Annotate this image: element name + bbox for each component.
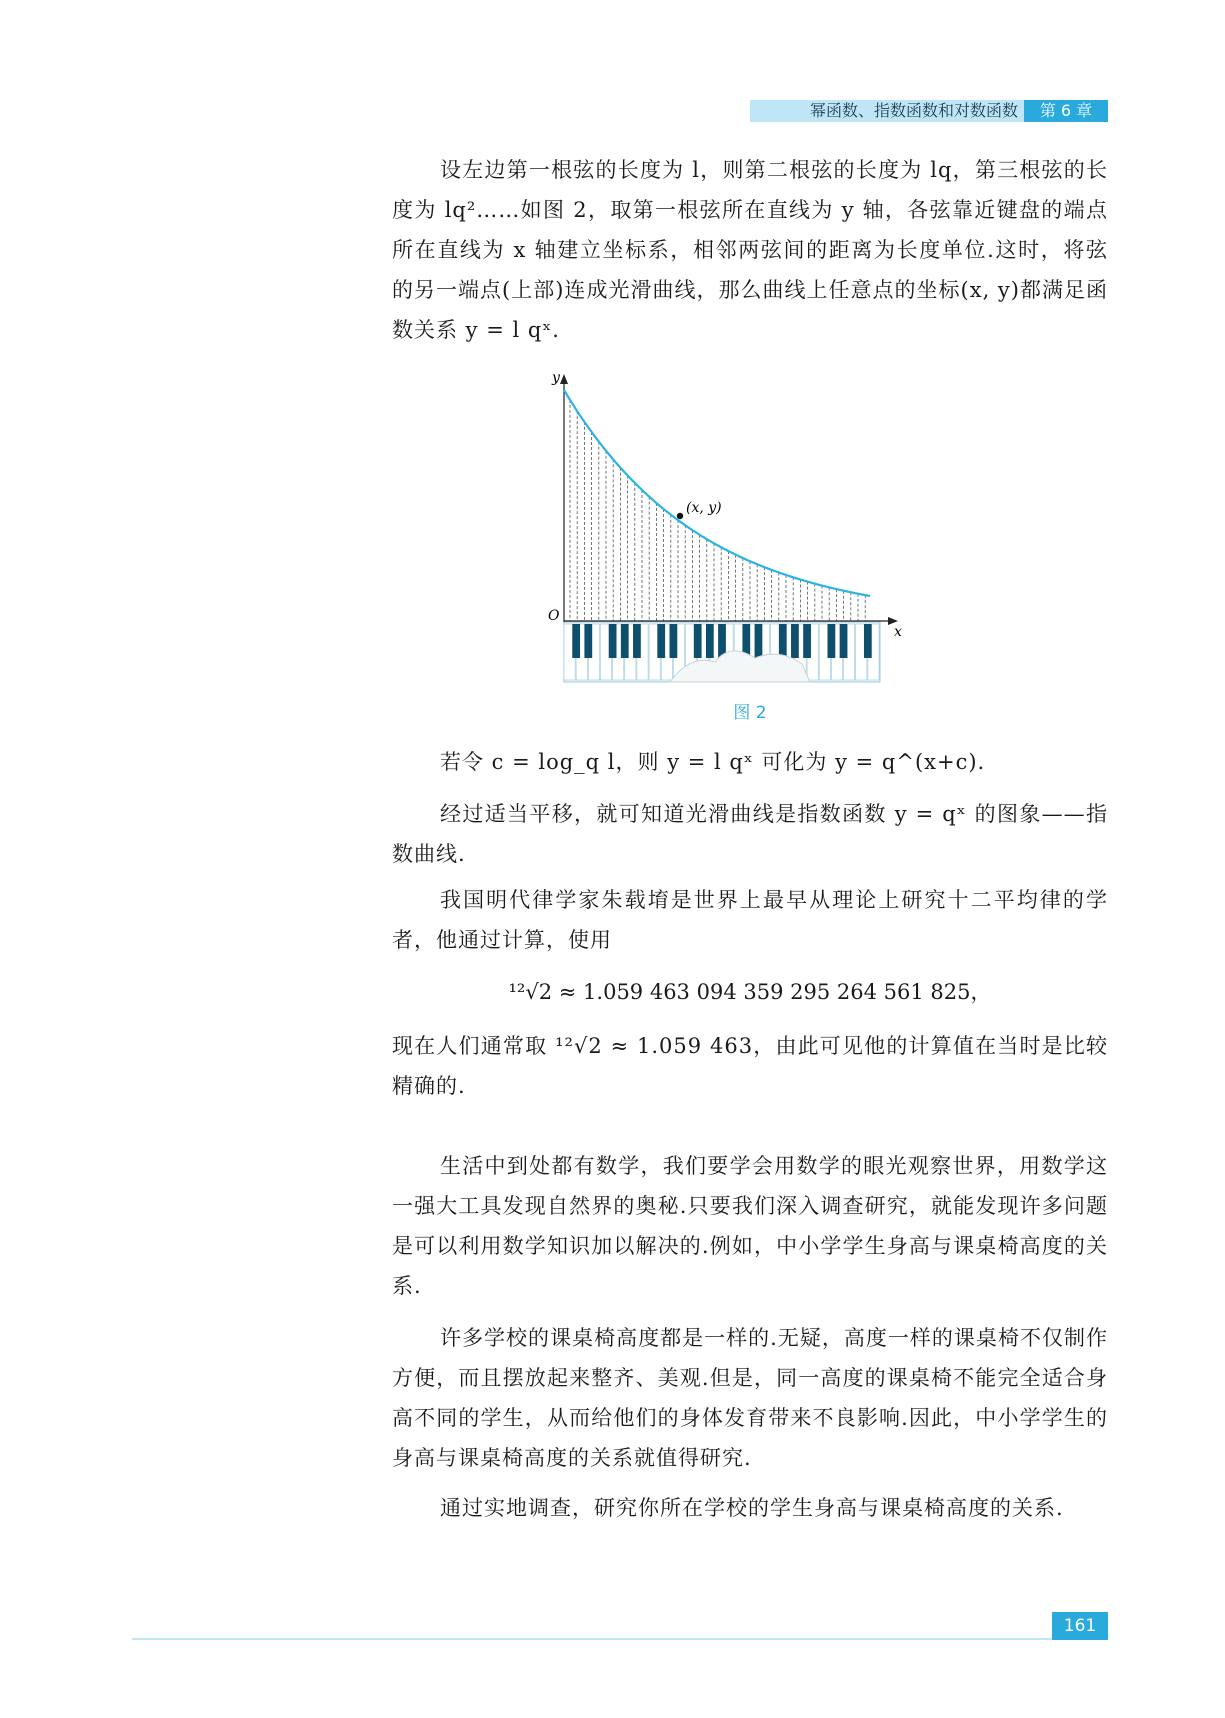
black-key	[621, 624, 629, 658]
figure-caption: 图 2	[733, 703, 767, 723]
black-key	[633, 624, 641, 658]
black-key	[657, 624, 665, 658]
black-key	[572, 624, 580, 658]
origin-label: O	[548, 608, 560, 624]
y-axis-label: y	[552, 372, 560, 386]
exponential-curve	[564, 390, 870, 596]
paragraph-log-substitution: 若令 c = log_q l，则 y = l qˣ 可化为 y = q^(x+c).	[440, 750, 986, 774]
black-key	[779, 624, 787, 658]
chapter-badge: 第 6 章	[1024, 100, 1108, 122]
black-key	[840, 624, 848, 658]
black-key	[755, 624, 763, 658]
black-key	[864, 624, 872, 658]
point-label: (x, y)	[686, 500, 722, 516]
y-axis-arrow	[560, 374, 568, 384]
black-key	[827, 624, 835, 658]
black-key	[669, 624, 677, 658]
point-marker	[677, 513, 683, 519]
twelfth-root-formula: ¹²√2 ≈ 1.059 463 094 359 295 264 561 825，	[508, 980, 992, 1004]
paragraph-survey-task: 通过实地调查，研究你所在学校的学生身高与课桌椅高度的关系.	[440, 1496, 1064, 1520]
footer-rule	[132, 1638, 1108, 1640]
paragraph-string-coordinates: 设左边第一根弦的长度为 l，则第二根弦的长度为 lq，第三根弦的长度为 lq²……如图 2，取第一根弦所在直线为 y 轴，各弦靠近键盘的端点所在直线为 x 轴建立坐标系，相邻两弦间的距离为长度单位.这时，将弦的另一端点(上部)连成光滑曲线，那么曲线上任意点的坐标(x, y)都满足函数关系 y = l qˣ.	[392, 158, 1108, 342]
paragraph-translation: 经过适当平移，就可知道光滑曲线是指数函数 y = qˣ 的图象——指数曲线.	[392, 802, 1108, 866]
black-key	[706, 624, 714, 658]
paragraph-desk-heights: 许多学校的课桌椅高度都是一样的.无疑，高度一样的课桌椅不仅制作方便，而且摆放起来整齐、美观.但是，同一高度的课桌椅不能完全适合身高不同的学生，从而给他们的身体发育带来不良影响.因此，中小学学生的身高与课桌椅高度的关系就值得研究.	[392, 1326, 1108, 1470]
black-key	[803, 624, 811, 658]
page-number: 161	[1052, 1612, 1108, 1640]
black-key	[609, 624, 617, 658]
paragraph-approximation: 现在人们通常取 ¹²√2 ≈ 1.059 463，由此可见他的计算值在当时是比较精确的.	[392, 1034, 1108, 1098]
paragraph-math-in-life: 生活中到处都有数学，我们要学会用数学的眼光观察世界，用数学这一强大工具发现自然界的奥秘.只要我们深入调查研究，就能发现许多问题是可以利用数学知识加以解决的.例如，中小学学生身高与课桌椅高度的关系.	[392, 1154, 1108, 1298]
black-key	[584, 624, 592, 658]
paragraph-zhu-zaiyu: 我国明代律学家朱载堉是世界上最早从理论上研究十二平均律的学者，他通过计算，使用	[392, 888, 1108, 952]
black-key	[694, 624, 702, 658]
black-key	[791, 624, 799, 658]
exponential-curve-figure	[540, 372, 960, 692]
x-axis-label: x	[894, 624, 902, 640]
piano-keyboard	[564, 622, 880, 682]
running-header-title: 幂函数、指数函数和对数函数	[809, 101, 1018, 120]
